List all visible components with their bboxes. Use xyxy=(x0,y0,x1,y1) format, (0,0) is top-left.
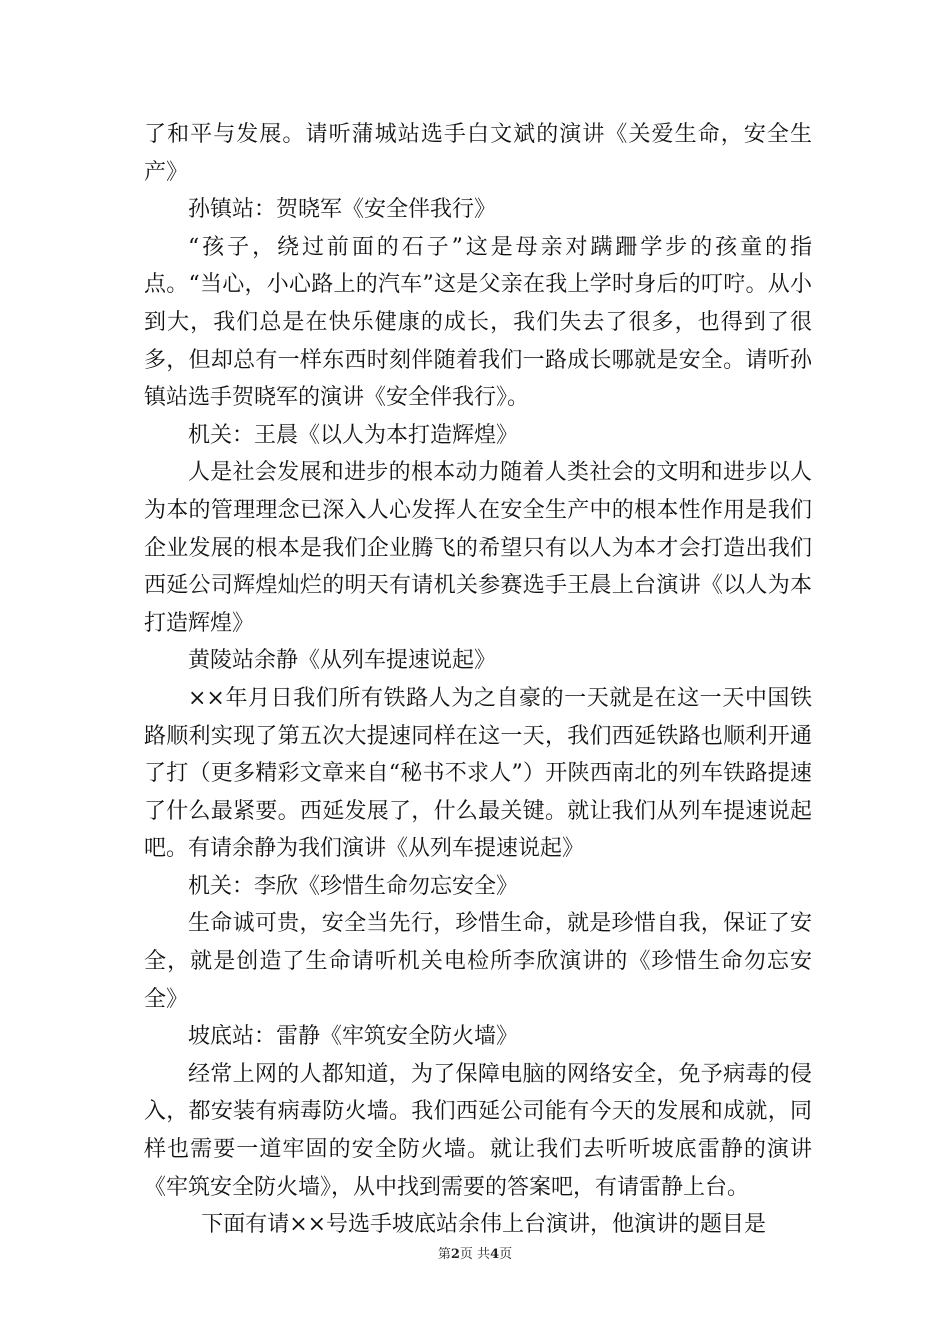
paragraph: 生命诚可贵，安全当先行，珍惜生命，就是珍惜自我，保证了安全，就是创造了生命请听机关电检所李欣演讲的《珍惜生命勿忘安全》 xyxy=(144,911,812,1012)
footer-middle: 页 共 xyxy=(459,1247,491,1262)
speaker-heading: 坡底站：雷静《牢筑安全防火墙》 xyxy=(188,1024,519,1050)
paragraph: ××年月日我们所有铁路人为之自豪的一天就是在这一天中国铁路顺利实现了第五次大提速同样在这一天，我们西延铁路也顺利开通了打（更多精彩文章来自“秘书不求人”）开陕西南北的列车铁路提速了什么最紧要。西延发展了，什么最关键。就让我们从列车提速说起吧。有请余静为我们演讲《从列车提速说起》 xyxy=(144,685,812,862)
paragraph: 下面有请××号选手坡底站余伟上台演讲，他演讲的题目是 xyxy=(201,1212,767,1238)
paragraph-continuation: 了和平与发展。请听蒲城站选手白文斌的演讲《关爱生命，安全生产》 xyxy=(144,122,812,185)
document-body xyxy=(144,116,812,1244)
paragraph: “孩子，绕过前面的石子”这是母亲对蹒跚学步的孩童的指点。“当心，小心路上的汽车”这是父亲在我上学时身后的叮咛。从小到大，我们总是在快乐健康的成长，我们失去了很多，也得到了很多，但却总有一样东西时刻伴随着我们一路成长哪就是安全。请听孙镇站选手贺晓军的演讲《安全伴我行》。 xyxy=(144,234,812,411)
paragraph: 经常上网的人都知道，为了保障电脑的网络安全，免予病毒的侵入，都安装有病毒防火墙。我们西延公司能有今天的发展和成就，同样也需要一道牢固的安全防火墙。就让我们去听听坡底雷静的演讲《牢筑安全防火墙》，从中找到需要的答案吧，有请雷静上台。 xyxy=(144,1061,812,1200)
page-footer xyxy=(0,1243,950,1262)
paragraph: 人是社会发展和进步的根本动力随着人类社会的文明和进步以人为本的管理理念已深入人心发挥人在安全生产中的根本性作用是我们企业发展的根本是我们企业腾飞的希望只有以人为本才会打造出我们西延公司辉煌灿烂的明天有请机关参赛选手王晨上台演讲《以人为本打造辉煌》 xyxy=(144,460,812,636)
footer-suffix: 页 xyxy=(499,1247,513,1262)
current-page-number: 2 xyxy=(450,1247,460,1262)
speaker-heading: 机关：李欣《珍惜生命勿忘安全》 xyxy=(188,873,519,899)
speaker-heading: 孙镇站：贺晓军《安全伴我行》 xyxy=(188,197,497,223)
speaker-heading: 机关：王晨《以人为本打造辉煌》 xyxy=(188,422,519,448)
footer-prefix: 第 xyxy=(437,1247,451,1262)
speaker-heading: 黄陵站余静《从列车提速说起》 xyxy=(188,648,497,674)
total-page-number: 4 xyxy=(490,1247,500,1262)
